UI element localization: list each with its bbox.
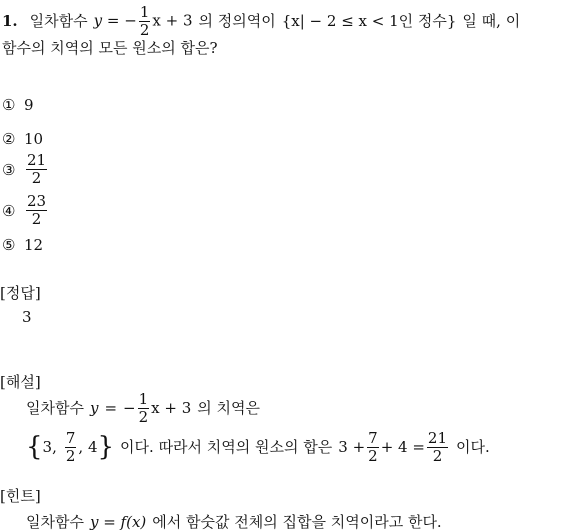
question-line-1 — [2, 2, 521, 39]
question-text-part3: 일 때, 이 — [462, 12, 521, 30]
explanation-line-1: 일차함수 y = − $\frac{1}{2}$ x + 3 의 치역은 — [26, 389, 260, 426]
hint-heading: [힌트] — [0, 487, 41, 505]
question-formula: y = − $\frac{1}{2}$ x + 3 — [93, 2, 193, 39]
answer-value: 3 — [22, 308, 32, 326]
choice-5[interactable]: ⑤ 12 — [2, 236, 44, 254]
question-line-2: 함수의 치역의 모든 원소의 합은? — [2, 39, 218, 57]
explanation-heading: [해설] — [0, 373, 41, 391]
question-text-part1: 일차함수 — [29, 12, 88, 30]
hint-text: 일차함수 y = f(x) 에서 함숫값 전체의 집합을 치역이라고 한다. — [26, 513, 442, 531]
question-number: 1. — [2, 12, 18, 30]
choice-1[interactable]: ① 9 — [2, 96, 34, 114]
question-text-part2: 의 정의역이 — [198, 12, 276, 30]
choice-3[interactable]: ③ $\frac{21}{2}$ — [2, 151, 47, 187]
domain-set: {x| − 2 ≤ x < 1인 정수} — [281, 12, 457, 30]
explanation-line-2: { 3, $\frac{7}{2}$ , 4 } 이다. 따라서 치역의 원소의 합은 3 + $\frac{7}{2}$ + 4 = $\frac{21}{2}$ 이다. — [26, 428, 490, 465]
choice-4[interactable]: ④ $\frac{23}{2}$ — [2, 192, 47, 228]
answer-heading: [정답] — [0, 284, 41, 302]
choice-2[interactable]: ② 10 — [2, 130, 44, 148]
